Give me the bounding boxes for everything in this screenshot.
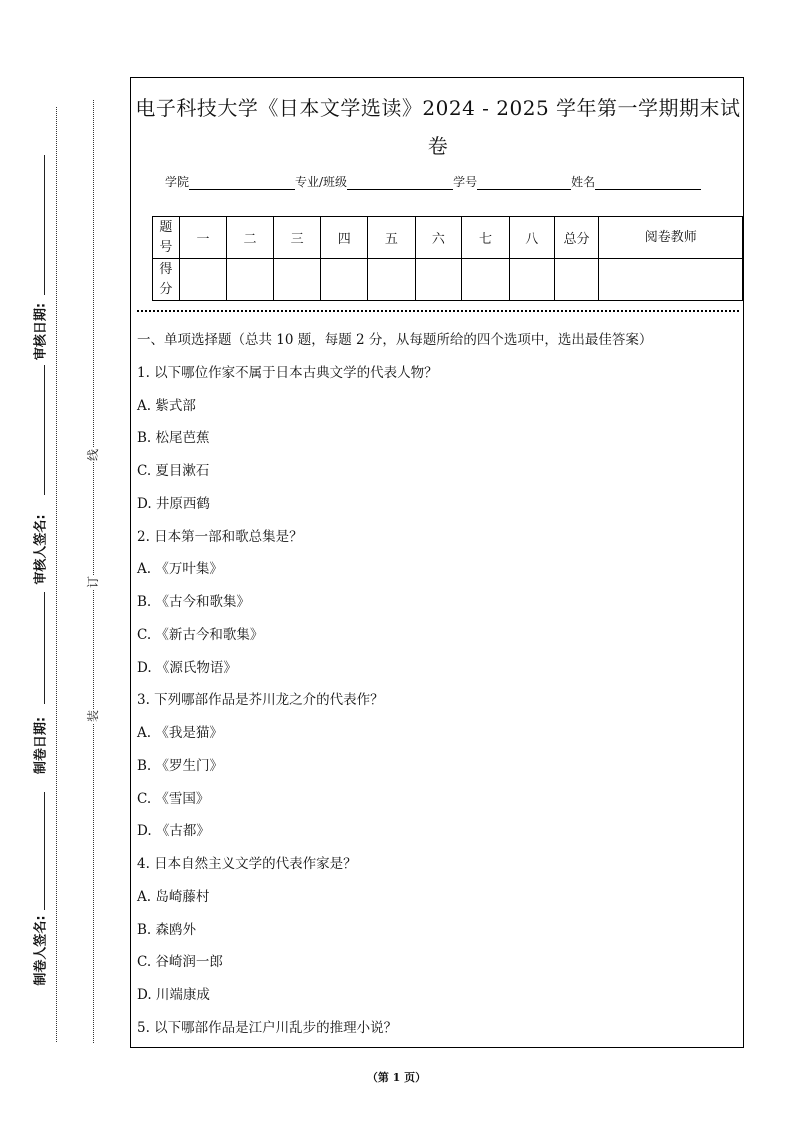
column-header: 五 — [368, 217, 416, 259]
option: B. 《罗生门》 — [137, 757, 224, 774]
option: D. 《源氏物语》 — [137, 659, 237, 676]
option: D. 《古都》 — [137, 823, 210, 840]
option: C. 《雪国》 — [137, 790, 210, 807]
score-cell[interactable] — [462, 259, 510, 301]
maker-signature-line — [44, 792, 45, 910]
option: B. 松尾芭蕉 — [137, 430, 210, 447]
option: C. 夏目漱石 — [137, 463, 210, 479]
name-field[interactable] — [595, 177, 701, 190]
student-id-field[interactable] — [477, 177, 571, 190]
make-date-line — [44, 592, 45, 704]
score-cell[interactable] — [321, 259, 368, 301]
column-header: 八 — [509, 217, 554, 259]
cut-dotted-line — [93, 100, 94, 1043]
option: D. 川端康成 — [137, 987, 210, 1003]
reviewer-signature-line — [44, 365, 45, 495]
score-cell[interactable] — [273, 259, 321, 301]
grader-header: 阅卷教师 — [599, 217, 743, 259]
question-text: 3. 下列哪部作品是芥川龙之介的代表作？ — [137, 692, 384, 709]
column-header: 二 — [227, 217, 274, 259]
section-heading: 一、单项选择题（总共 10 题，每题 2 分，从每题所给的四个选项中，选出最佳答案） — [137, 332, 653, 348]
make-date-label: 制卷日期: — [33, 716, 49, 775]
question-text: 5. 以下哪部作品是江户川乱步的推理小说？ — [137, 1019, 398, 1036]
score-cell[interactable] — [415, 259, 462, 301]
college-field[interactable] — [189, 177, 295, 190]
option: A. 岛崎藤村 — [137, 888, 210, 905]
outer-dotted-line — [56, 107, 57, 1042]
option: C. 谷崎润一郎 — [137, 954, 223, 971]
question-text: 4. 日本自然主义文学的代表作家是？ — [137, 856, 357, 872]
column-header: 六 — [415, 217, 462, 259]
reviewer-signature-label: 审核人签名: — [33, 514, 49, 585]
column-header: 七 — [462, 217, 510, 259]
option: A. 《我是猫》 — [137, 725, 223, 741]
exam-title-line1: 电子科技大学《日本文学选读》2024 - 2025 学年第一学期期末试 — [135, 96, 741, 120]
page-number: （第 1 页） — [366, 1071, 427, 1084]
section-single-choice — [137, 330, 741, 1051]
score-row-label: 得分 — [153, 259, 180, 301]
review-date-line — [44, 155, 45, 295]
option: A. 《万叶集》 — [137, 561, 223, 578]
column-header: 三 — [273, 217, 321, 259]
maker-signature-label: 制卷人签名: — [33, 915, 49, 986]
review-date-label: 审核日期: — [33, 302, 49, 361]
cut-mark-line: 线 — [86, 449, 100, 462]
score-cell[interactable] — [368, 259, 416, 301]
column-header: 一 — [179, 217, 227, 259]
score-table — [152, 216, 743, 301]
grader-cell[interactable] — [599, 259, 743, 301]
exam-paper — [130, 77, 744, 1048]
name-label: 姓名 — [571, 175, 596, 189]
option: C. 《新古今和歌集》 — [137, 626, 264, 643]
exam-title-line2: 卷 — [427, 134, 449, 158]
question-number-header: 题号 — [153, 217, 180, 259]
total-score-header: 总分 — [554, 217, 599, 259]
college-label: 学院 — [165, 175, 190, 189]
option: A. 紫式部 — [137, 397, 196, 414]
student-info-row — [165, 173, 701, 190]
score-cell[interactable] — [227, 259, 274, 301]
cut-mark-fold: 装 — [86, 710, 100, 723]
total-score-cell[interactable] — [554, 259, 599, 301]
score-cell[interactable] — [509, 259, 554, 301]
question-text: 1. 以下哪位作家不属于日本古典文学的代表人物？ — [137, 364, 438, 381]
cut-mark-bind: 订 — [86, 576, 100, 589]
dotted-separator — [137, 310, 739, 312]
major-field[interactable] — [347, 177, 453, 190]
column-header: 四 — [321, 217, 368, 259]
student-id-label: 学号 — [453, 175, 478, 189]
score-cell[interactable] — [179, 259, 227, 301]
question-text: 2. 日本第一部和歌总集是？ — [137, 528, 303, 545]
major-label: 专业/班级 — [295, 175, 348, 189]
option: D. 井原西鹤 — [137, 495, 210, 512]
option: B. 森鸥外 — [137, 921, 197, 938]
option: B. 《古今和歌集》 — [137, 594, 251, 610]
